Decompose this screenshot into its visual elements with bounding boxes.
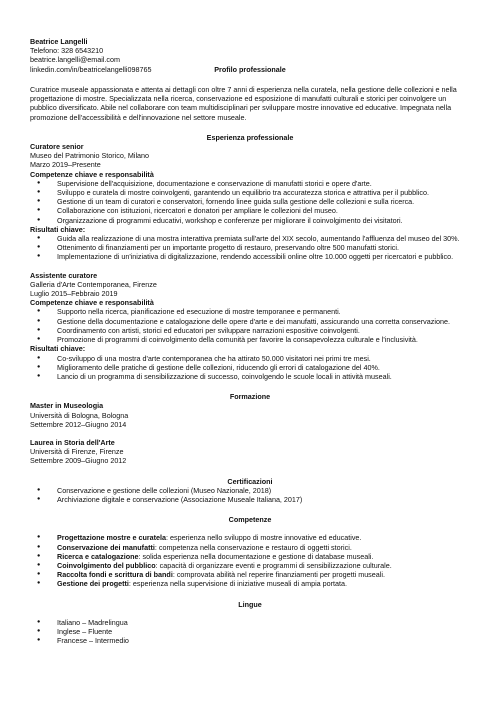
list-item: ● Ottenimento di finanziamenti per un importante progetto di restauro, preservando oltre 500 manufatti storici. <box>30 243 470 252</box>
list-item: ● Francese – Intermedio <box>30 636 470 645</box>
competency-label: Progettazione mostre e curatela <box>57 533 167 543</box>
list-item <box>30 552 470 561</box>
competency-label: Coinvolgimento del pubblico <box>57 560 156 570</box>
list-item <box>30 561 470 570</box>
list-item: ● Conservazione e gestione delle collezioni (Museo Nazionale, 2018) <box>30 486 470 495</box>
experience-title: Esperienza professionale <box>206 132 294 142</box>
education-item <box>30 401 470 429</box>
education-item <box>30 438 470 466</box>
phone: Telefono: 328 6543210 <box>30 46 104 56</box>
list-item: ● Organizzazione di programmi educativi, workshop e conferenze per migliorare il coinvolgimento dei visitatori. <box>30 216 470 225</box>
certifications-list <box>30 486 470 504</box>
list-item: ● Coordinamento con artisti, storici ed educatori per sviluppare narrazioni espositive coinvolgenti. <box>30 326 470 335</box>
list-item: ● Guida alla realizzazione di una mostra interattiva premiata sull'arte del XIX secolo, aumentando l'affluenza del museo del 30%. <box>30 234 470 243</box>
competency-label: Raccolta fondi e scrittura di bandi <box>57 570 173 580</box>
job-dates: Marzo 2019–Presente <box>30 160 101 170</box>
edu-dates: Settembre 2012–Giugno 2014 <box>30 419 127 429</box>
job <box>30 142 470 262</box>
list-item: ● Sviluppo e curatela di mostre coinvolgenti, garantendo un equilibrio tra accuratezza storica e attrattiva per il pubblico. <box>30 188 470 197</box>
skills-list <box>30 307 470 344</box>
list-item: ● Collaborazione con istituzioni, ricercatori e donatori per ampliare le collezioni del museo. <box>30 206 470 215</box>
list-item: ● Italiano – Madrelingua <box>30 618 470 627</box>
list-item: ● Supporto nella ricerca, pianificazione ed esecuzione di mostre temporanee e permanenti. <box>30 307 470 316</box>
list-item: ● Inglese – Fluente <box>30 627 470 636</box>
profile-title: Profilo professionale <box>214 64 286 74</box>
competency-text: : solida esperienza nella documentazione e gestione di database museali. <box>138 551 374 561</box>
list-item: ● Co-sviluppo di una mostra d'arte contemporanea che ha attirato 50.000 visitatori nei primi tre mesi. <box>30 354 470 363</box>
competency-label: Gestione dei progetti <box>57 579 129 589</box>
list-item: ● Gestione di un team di curatori e conservatori, fornendo linee guida sulla gestione delle collezioni e sulla ricerca. <box>30 197 470 206</box>
job-role: Assistente curatore <box>30 270 98 280</box>
languages-title: Lingue <box>238 599 262 609</box>
school: Università di Bologna, Bologna <box>30 410 129 420</box>
results-title: Risultati chiave: <box>30 344 86 354</box>
school: Università di Firenze, Firenze <box>30 447 124 457</box>
job-role: Curatore senior <box>30 142 84 152</box>
list-item <box>30 543 470 552</box>
results-list <box>30 234 470 262</box>
degree: Laurea in Storia dell'Arte <box>30 437 115 447</box>
competency-text: : comprovata abilità nel reperire finanziamenti per progetti museali. <box>172 570 385 580</box>
list-item: ● Promozione di programmi di coinvolgimento della comunità per favorire la consapevolezza culturale e l'inclusività. <box>30 335 470 344</box>
job-dates: Luglio 2015–Febbraio 2019 <box>30 289 118 299</box>
list-item <box>30 533 470 542</box>
list-item: ● Gestione della documentazione e catalogazione delle opere d'arte e dei manufatti, assicurando una corretta conservazione. <box>30 317 470 326</box>
competencies-title: Competenze <box>228 515 272 525</box>
results-title: Risultati chiave: <box>30 224 86 234</box>
competency-text: : capacità di organizzare eventi e programmi di sensibilizzazione culturale. <box>155 560 392 570</box>
email: beatrice.langelli@email.com <box>30 55 120 65</box>
competency-text: : esperienza nello sviluppo di mostre innovative ed educative. <box>166 533 362 543</box>
list-item <box>30 570 470 579</box>
competency-text: : esperienza nella supervisione di iniziative museali di ampia portata. <box>128 579 348 589</box>
competency-label: Conservazione dei manufatti <box>57 542 155 552</box>
edu-dates: Settembre 2009–Giugno 2012 <box>30 456 127 466</box>
competency-text: : competenza nella conservazione e restauro di oggetti storici. <box>154 542 352 552</box>
competency-label: Ricerca e catalogazione <box>57 551 139 561</box>
competencies-list <box>30 533 470 588</box>
skills-list <box>30 179 470 225</box>
results-list <box>30 354 470 382</box>
list-item: ● Lancio di un programma di sensibilizzazione di successo, coinvolgendo le scuole locali in attività museali. <box>30 372 470 381</box>
list-item <box>30 579 470 588</box>
job-place: Museo del Patrimonio Storico, Milano <box>30 151 150 161</box>
profile-text: Curatrice museale appassionata e attenta ai dettagli con oltre 7 anni di esperienza nella curatela, nella gestione delle collezioni e nella progettazione di mostre. Specializzata nella ricerca, conservazione ed esposizione di manufatti culturali e storici per coinvolgere un pubblico diversificato. Abile nel collaborare con team multidisciplinari per sviluppare mostre innovative ed educative. Impegnata nella promozione dell'accessibilità e dell'innovazione nel settore museale. <box>30 85 457 122</box>
list-item: ● Implementazione di un'iniziativa di digitalizzazione, rendendo accessibili online oltre 10.000 oggetti per ricercatori e pubblico. <box>30 252 470 261</box>
job-place: Galleria d'Arte Contemporanea, Firenze <box>30 279 157 289</box>
skills-title: Competenze chiave e responsabilità <box>30 169 154 179</box>
job <box>30 271 470 381</box>
list-item: ● Miglioramento delle pratiche di gestione delle collezioni, riducendo gli errori di catalogazione del 40%. <box>30 363 470 372</box>
certifications-title: Certificazioni <box>227 476 273 486</box>
list-item: ● Archiviazione digitale e conservazione (Associazione Museale Italiana, 2017) <box>30 495 470 504</box>
list-item: ● Supervisione dell'acquisizione, documentazione e conservazione di manufatti storici e opere d'arte. <box>30 179 470 188</box>
candidate-name: Beatrice Langelli <box>30 37 88 46</box>
skills-title: Competenze chiave e responsabilità <box>30 298 154 308</box>
linkedin: linkedin.com/in/beatricelangelli098765 <box>30 64 152 74</box>
degree: Master in Museologia <box>30 401 104 411</box>
languages-list <box>30 618 470 646</box>
education-title: Formazione <box>229 392 271 402</box>
